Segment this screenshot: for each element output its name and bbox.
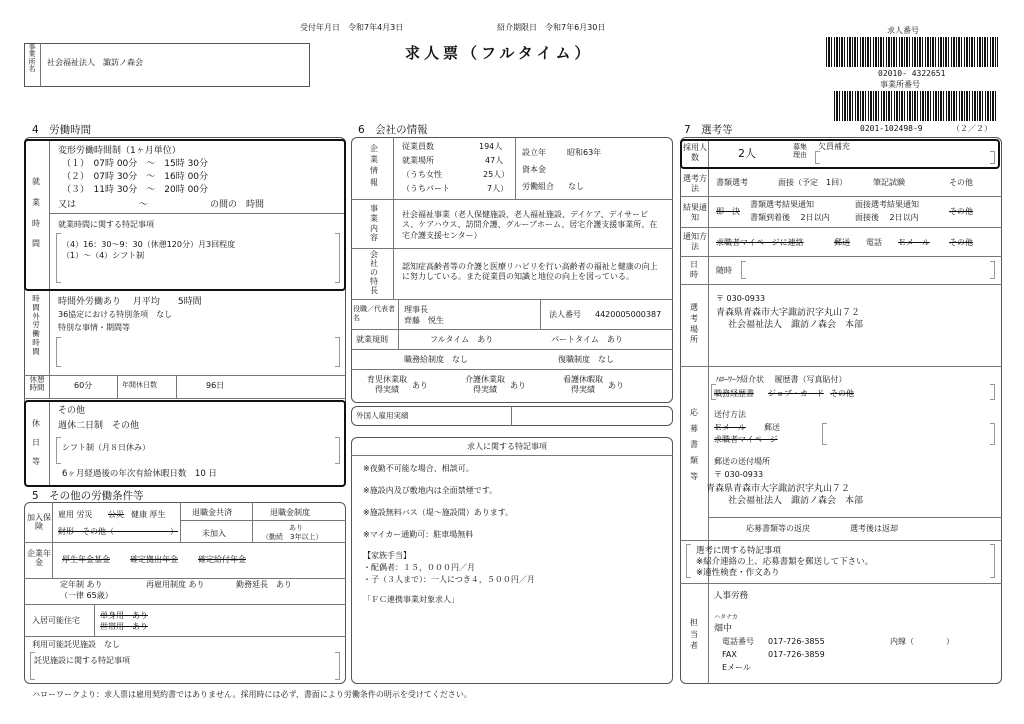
company-info-label: 企業情報 [370,144,378,187]
childcare: 利用可能託児施設 なし [32,640,120,649]
place-zip: 〒 030-0933 [716,294,766,303]
reason-label: 募集理由 [793,143,807,160]
overtime-label: 時間外労働時間 [32,294,40,356]
or-hours: 又は [58,200,77,210]
selection-place-label: 選考場所 [690,303,698,345]
insurance-line-1b: 健康 厚生 [131,510,166,519]
docs-return: 選考後は返却 [850,524,898,533]
employees-label: 従業員数 [402,142,434,151]
rules-parttime: パートタイム あり [551,335,623,344]
work-extension: 勤務延長 あり [236,580,292,589]
sick-care-leave-label: 看護休暇取得実績 [563,375,603,394]
result-document-days: 書類到着後 2日以内 [750,213,830,222]
contact-fax-label: FAX [722,650,737,659]
notice-mail: 郵送 [834,238,850,247]
established: 昭和63年 [567,148,602,157]
retirement-mutual-label: 退職金共済 [192,508,232,517]
selection-note-2: ※適性検査・作文あり [696,568,780,578]
job-number: 02010- 4322651 [878,69,946,78]
selection-date: 随時 [716,266,732,275]
method-other: その他 [949,178,973,187]
job-notes-title: 求人に関する特記事項 [467,442,547,451]
part-employees: 7人） [487,184,509,193]
childcare-note: 託児施設に関する特記事項 [34,656,130,665]
hours-note-2: （1）～（4）シフト制 [62,251,145,260]
shift-1: （１） 07時 00分 ～ 15時 30分 [62,159,209,169]
corporate-number: 4420005000387 [595,310,662,319]
office-name: 社会福祉法人 諏訪ノ森会 [47,58,143,67]
result-other: その他 [949,207,973,216]
retirement-system-years: （勤続 3年以上） [262,533,323,541]
mail-destination-address: 青森県青森市大字諏訪沢字丸山７２ [706,484,851,494]
page-title: 求人票（フルタイム） [405,44,594,62]
features-label: 会社の特長 [370,250,378,295]
representative-name: 齊藤 悦生 [404,316,444,325]
representative-label: 役職／代表者名 [353,305,395,322]
pension-3: 確定給付年金 [198,555,246,564]
union-label: 労働組合 [522,182,554,191]
housing-label: 入居可能住宅 [32,616,80,625]
shift-2: （２） 07時 30分 ～ 16時 00分 [62,172,209,182]
received-date: 受付年月日 令和7年4月3日 [300,23,404,32]
shift-system: 変形労働時間制（1ヶ月単位） [58,146,181,156]
return-system: 復職制度 なし [558,355,614,364]
pension-2: 確定拠出年金 [130,555,178,564]
shift-3: （３） 11時 30分 ～ 20時 00分 [62,185,209,195]
rest-time: 60分 [74,381,93,390]
holidays-note: シフト制（月８日休み） [62,443,150,452]
job-number-label: 求人番号 [887,26,919,35]
job-note-1: ※夜勤不可能な場合、相談可。 [363,464,474,473]
section-7-heading: 7 選考等 [684,124,733,136]
place-organization: 社会福祉法人 諏訪ノ森会 本部 [728,320,864,330]
housing-family: 世帯用 あり [100,622,148,631]
company-features: 認知症高齢者等の介護と医療リハビリを行い高齢者の福祉と健康の向上に努力している。また従業員の知識と地位の向上を図っている。 [402,262,658,282]
insurance-line-2: 財形 その他（ ） [58,527,178,536]
section-6-heading: 6 会社の情報 [358,124,428,136]
footer-note: ハローワークより：求人票は雇用契約書ではありません。採用時には必ず、書面により労働条件の明示を受けてください。 [32,690,472,699]
contact-person-label: 担当者 [690,618,698,651]
result-document-notice: 書類選考結果通知 [750,200,814,209]
docs-return-label: 応募書類等の返戻 [746,524,810,533]
notice-phone: 電話 [866,238,882,247]
rules-fulltime: フルタイム あり [430,335,494,344]
application-docs-label: 応募書類等 [690,408,698,481]
notice-other: その他 [949,238,973,247]
result-notice-label: 結果通知 [683,203,707,222]
capital-label: 資本金 [522,165,546,174]
job-note-3: ※施設無料バス（堤～施設間）あります。 [363,508,514,517]
send-mypage: 求職者マイページ [714,435,778,444]
job-note-5: 【家族手当】 [363,551,411,560]
rehire-system: 再雇用制度 あり [146,580,205,589]
mail-destination-organization: 社会福祉法人 諏訪ノ森会 本部 [728,496,864,506]
retirement-system-label: 退職金制度 [270,508,310,517]
job-note-7: ・子（３人まで）：一人につき４，５００円／月 [363,575,535,584]
or-hours-between: の間の 時間 [210,200,265,210]
rules-label: 就業規則 [356,335,388,344]
employees: 194人 [479,142,503,151]
site-employees-label: 就業場所 [402,156,434,165]
rest-label: 休憩時間 [29,375,45,393]
holidays-week: 週休二日制 その他 [58,421,140,431]
selection-notes-title: 選考に関する特記事項 [696,546,782,556]
office-number: 0201-102498-9 [860,124,923,133]
office-number-label: 事業所番号 [880,80,920,89]
annual-holidays-label: 年間休日数 [122,381,157,389]
section-4-heading: 4 労働時間 [32,124,92,136]
job-note-4: ※マイカー通勤可：駐車場無料 [363,530,474,539]
part-employees-label: （うちパート [402,184,450,193]
section-5-heading: 5 その他の労働条件等 [32,490,144,502]
notice-email: Ｅメール [898,238,930,247]
send-email: Ｅメール [714,423,746,432]
recruit-reason: 欠員補充 [818,142,850,151]
insurance-label: 加入保険 [27,513,51,532]
childcare-leave: あり [412,381,428,390]
notice-mypage: 求職者マイページに連絡 [716,238,804,247]
insurance-line-1-strike: 公災 [108,510,124,519]
method-document: 書類選考 [716,178,748,187]
overtime-special-clause: 36協定における特別条項 なし [58,310,173,319]
office-name-label: 事業所名 [28,43,36,74]
place-address: 青森県青森市大字諏訪沢字丸山７２ [716,308,861,318]
date-label: 日時 [690,260,698,280]
job-note-2: ※施設内及び敷地内は全面禁煙です。 [363,486,498,495]
or-hours-tilde: ～ [139,200,149,210]
pension-1: 厚生年金基金 [62,555,110,564]
nursing-leave-label: 介護休業取得実績 [465,375,505,394]
docs-job-card: ジョブ・カード [768,389,824,398]
contact-kana: ハタナカ [714,614,738,621]
contact-tel: 017-726-3855 [768,637,825,646]
contact-extension: 内線（ ） [890,637,954,646]
retirement-age-uniform: （一律 65歳） [60,591,113,600]
send-method-label: 送付方法 [714,410,746,419]
hire-count-label: 採用人数 [683,143,707,162]
method-interview: 面接（予定 1回） [778,178,848,187]
method-written: 筆記試験 [873,178,905,187]
mail-destination-zip: 〒 030-0933 [714,470,764,479]
retirement-system: あり [289,524,303,532]
union: なし [568,182,584,191]
housing-single: 単身用 あり [100,611,148,620]
page-number: （２／２） [952,124,992,133]
insurance-line-1a: 雇用 労災 [58,510,93,519]
overtime-special-circumstances: 特別な事情・期間等 [58,323,130,332]
overtime-hours: 時間外労働あり 月平均 5時間 [58,297,202,307]
holidays-label: 休日等 [32,419,40,467]
hours-note-title: 就業時間に関する特記事項 [58,220,154,229]
contact-email-label: Eメール [722,663,751,672]
hire-count: 2人 [738,147,756,160]
job-number-barcode [826,37,998,67]
contact-fax: 017-726-3859 [768,650,825,659]
job-note-6: ・配偶者：１５，０００円／月 [363,563,475,572]
pension-label: 企業年金 [27,549,51,568]
docs-required: ﾊﾛｰﾜｰｸ紹介状 履歴書（写真貼付） [716,375,847,384]
contact-name: 畑中 [714,624,733,634]
annual-holidays: 96日 [206,381,225,390]
paid-leave: 6ヶ月経過後の年次有給休暇日数 10 日 [62,469,217,479]
send-mail: 郵送 [764,423,780,432]
sick-care-leave: あり [608,381,624,390]
retirement-age: 定年制 あり [60,580,103,589]
female-employees: 25人） [483,170,510,179]
office-number-barcode [834,91,998,121]
holidays-type: その他 [58,406,86,416]
mail-destination-label: 郵送の送付場所 [714,457,770,466]
contact-department: 人事労務 [714,591,749,601]
wage-system: 職務給制度 なし [404,355,468,364]
representative-title: 理事長 [404,305,428,314]
childcare-leave-label: 育児休業取得実績 [367,375,407,394]
foreign-employment-label: 外国人雇用実績 [356,411,409,420]
working-hours-label: 就業時間 [32,177,40,249]
docs-career-history: 職務経歴書 [714,389,754,398]
selection-note-1: ※紹介連絡の上、応募書類を郵送して下さい。 [696,557,874,567]
result-interview-days: 面接後 2日以内 [855,213,919,222]
result-interview-notice: 面接選考結果通知 [855,200,919,209]
business-label: 事業内容 [370,204,378,243]
established-label: 設立年 [522,148,546,157]
site-employees: 47人 [485,156,504,165]
notice-method-label: 通知方法 [683,232,707,251]
corporate-number-label: 法人番号 [549,310,581,319]
retirement-mutual: 未加入 [202,529,226,538]
nursing-leave: あり [510,381,526,390]
job-note-8: 「ＦＣ連携事業対象求人」 [363,595,459,604]
business-content: 社会福祉事業（老人保健施設、老人福祉施設、デイケア、デイサービス、ケアハウス、訪問介護、グループホーム、居宅介護支援事業所、在宅介護支援センター） [402,210,658,240]
docs-other: その他 [830,389,854,398]
result-immediate: 即 決 [716,207,740,216]
female-employees-label: （うち女性 [402,170,442,179]
selection-method-label: 選考方法 [683,174,707,193]
hours-note-1: （4）16：30～9：30（休憩120分）月3回程度 [62,240,236,249]
contact-tel-label: 電話番号 [722,637,754,646]
referral-deadline: 紹介期限日 令和7年6月30日 [497,23,606,32]
